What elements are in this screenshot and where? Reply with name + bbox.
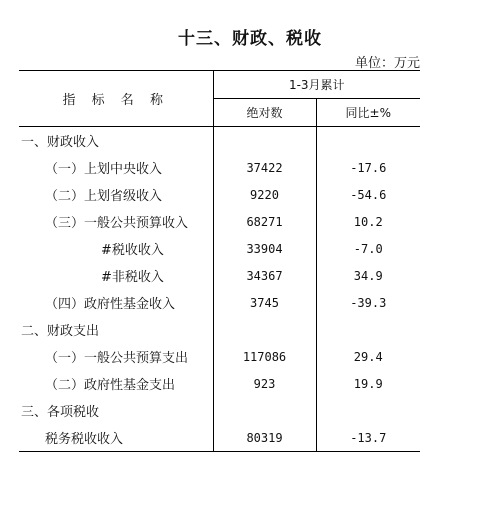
table-row <box>19 343 420 370</box>
row-yoy <box>316 316 420 343</box>
table-row <box>19 181 420 208</box>
row-name: 二、财政支出 <box>19 316 213 343</box>
row-yoy <box>316 127 420 155</box>
header-absolute: 绝对数 <box>213 99 316 127</box>
row-absolute: 68271 <box>213 208 316 235</box>
row-yoy: 19.9 <box>353 376 383 391</box>
table-row <box>19 397 420 424</box>
row-absolute: 923 <box>213 370 316 397</box>
row-name: （三）一般公共预算收入 <box>19 208 213 235</box>
row-absolute: 33904 <box>213 235 316 262</box>
row-yoy: 29.4 <box>353 349 383 364</box>
table-row <box>19 154 420 181</box>
row-yoy: -13.7 <box>316 424 420 452</box>
header-indicator-name: 指 标 名 称 <box>19 71 213 127</box>
table-row <box>19 370 420 397</box>
row-absolute: 117086 <box>213 343 316 370</box>
row-yoy: -7.0 <box>353 241 383 256</box>
table-row <box>19 208 420 235</box>
table-row <box>19 289 420 316</box>
row-name: #税收收入 <box>19 235 213 262</box>
row-absolute: 80319 <box>213 424 316 452</box>
table-row <box>19 424 420 452</box>
row-name: （一）一般公共预算支出 <box>19 343 213 370</box>
unit-label: 单位：万元 <box>354 56 420 71</box>
row-name: （二）上划省级收入 <box>19 181 213 208</box>
row-yoy: -39.3 <box>350 295 387 310</box>
row-name: （四）政府性基金收入 <box>19 289 213 316</box>
row-absolute <box>213 316 316 343</box>
table-row <box>19 316 420 343</box>
row-name: #非税收入 <box>19 262 213 289</box>
row-yoy: -54.6 <box>350 187 387 202</box>
header-period: 1-3月累计 <box>213 71 420 99</box>
row-name: （二）政府性基金支出 <box>19 370 213 397</box>
row-name: 一、财政收入 <box>19 127 213 155</box>
row-absolute: 9220 <box>213 181 316 208</box>
row-yoy: 10.2 <box>353 214 383 229</box>
row-yoy: 34.9 <box>353 268 383 283</box>
row-name: 税务税收收入 <box>19 424 213 452</box>
table-row <box>19 235 420 262</box>
row-yoy: -17.6 <box>350 160 387 175</box>
row-absolute: 34367 <box>213 262 316 289</box>
header-yoy: 同比±% <box>316 99 420 127</box>
row-name: （一）上划中央收入 <box>19 154 213 181</box>
table-row <box>19 262 420 289</box>
row-name: 三、各项税收 <box>19 397 213 424</box>
finance-tax-table <box>19 70 420 452</box>
row-absolute: 3745 <box>213 289 316 316</box>
row-absolute <box>213 127 316 155</box>
page-title: 十三、财政、税收 <box>178 29 322 49</box>
row-absolute: 37422 <box>213 154 316 181</box>
table-row <box>19 127 420 155</box>
row-absolute <box>213 397 316 424</box>
row-yoy <box>316 397 420 424</box>
